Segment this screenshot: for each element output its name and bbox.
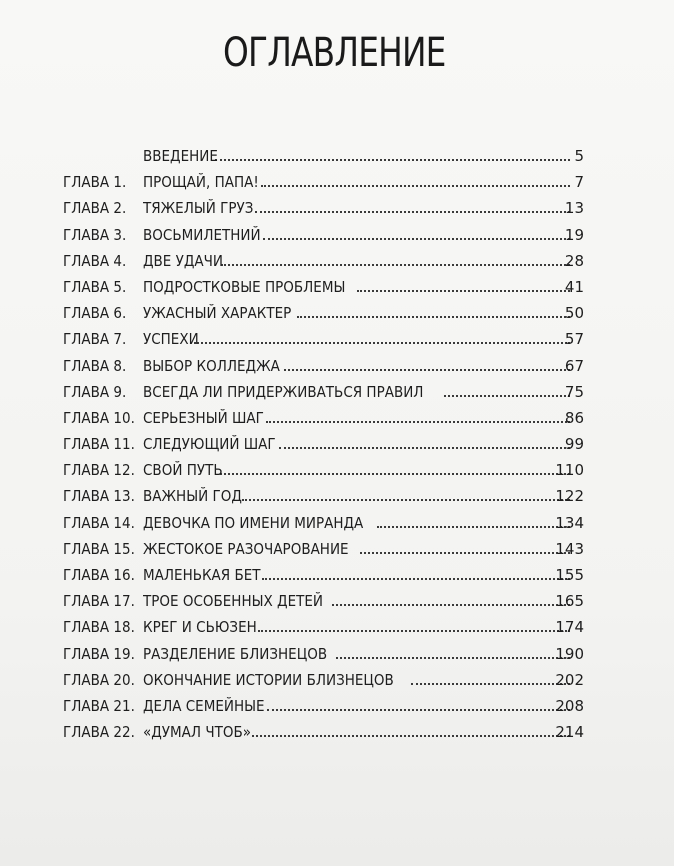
toc-entry — [0, 224, 674, 250]
entry-title-with-leader — [143, 643, 570, 665]
chapter-title: ВЫБОР КОЛЛЕДЖА — [143, 356, 280, 375]
dot-leader — [242, 485, 570, 501]
dot-leader — [220, 459, 570, 475]
dot-leader — [444, 381, 570, 397]
chapter-number: ГЛАВА 13. — [63, 487, 135, 506]
chapter-number: ГЛАВА 5. — [63, 277, 127, 296]
toc-entry — [0, 328, 674, 354]
chapter-number: ГЛАВА 20. — [63, 670, 135, 689]
dot-leader — [258, 616, 570, 632]
chapter-number: ГЛАВА 11. — [63, 435, 135, 454]
chapter-number: ГЛАВА 1. — [63, 173, 127, 192]
chapter-number: ГЛАВА 6. — [63, 304, 127, 323]
entry-title-with-leader — [143, 590, 570, 612]
entry-title-with-leader — [143, 197, 570, 219]
toc-entry — [0, 643, 674, 669]
entry-title-with-leader — [143, 669, 570, 691]
page-number: 50 — [564, 304, 584, 323]
chapter-title: КРЕГ И СЬЮЗЕН — [143, 618, 257, 637]
entry-title-with-leader — [143, 276, 570, 298]
chapter-number: ГЛАВА 4. — [63, 251, 127, 270]
page-number: 19 — [564, 225, 584, 244]
dot-leader — [297, 302, 570, 318]
page-number: 75 — [564, 382, 584, 401]
entry-title-with-leader — [143, 721, 570, 743]
toc-entry — [0, 564, 674, 590]
page-number: 99 — [564, 435, 584, 454]
toc-entry — [0, 381, 674, 407]
chapter-number: ГЛАВА 7. — [63, 330, 127, 349]
dot-leader — [284, 355, 570, 371]
chapter-title: ВОСЬМИЛЕТНИЙ — [143, 225, 261, 244]
chapter-title: ПРОЩАЙ, ПАПА! — [143, 173, 259, 192]
dot-leader — [377, 512, 570, 528]
entry-title-with-leader — [143, 250, 570, 272]
entry-title-with-leader — [143, 512, 570, 534]
chapter-title: ВСЕГДА ЛИ ПРИДЕРЖИВАТЬСЯ ПРАВИЛ — [143, 382, 424, 401]
table-of-contents — [0, 145, 674, 747]
toc-entry — [0, 590, 674, 616]
toc-entry — [0, 433, 674, 459]
toc-entry — [0, 485, 674, 511]
chapter-title: ВВЕДЕНИЕ — [143, 147, 218, 165]
toc-entry — [0, 276, 674, 302]
dot-leader — [411, 669, 570, 685]
entry-title-with-leader — [143, 407, 570, 429]
page-number: 110 — [555, 461, 584, 480]
chapter-title: ВАЖНЫЙ ГОД — [143, 487, 242, 506]
entry-title-with-leader — [143, 381, 570, 403]
chapter-number: ГЛАВА 18. — [63, 618, 135, 637]
toc-entry — [0, 512, 674, 538]
page-number: 190 — [555, 644, 584, 663]
chapter-title: СЛЕДУЮЩИЙ ШАГ — [143, 435, 276, 454]
chapter-number: ГЛАВА 3. — [63, 225, 127, 244]
chapter-title: ЖЕСТОКОЕ РАЗОЧАРОВАНИЕ — [143, 539, 349, 558]
chapter-number: ГЛАВА 14. — [63, 513, 135, 532]
chapter-number: ГЛАВА 17. — [63, 592, 135, 611]
page-number: 5 — [574, 147, 584, 165]
dot-leader — [261, 171, 570, 187]
chapter-number: ГЛАВА 15. — [63, 539, 135, 558]
page-number: 41 — [564, 277, 584, 296]
dot-leader — [194, 328, 570, 344]
chapter-title: СЕРЬЕЗНЫЙ ШАГ — [143, 408, 264, 427]
chapter-title: ДВЕ УДАЧИ — [143, 251, 224, 270]
dot-leader — [221, 250, 570, 266]
chapter-number: ГЛАВА 19. — [63, 644, 135, 663]
chapter-title: ТЯЖЕЛЫЙ ГРУЗ — [143, 199, 254, 218]
toc-entry — [0, 616, 674, 642]
chapter-number: ГЛАВА 8. — [63, 356, 127, 375]
entry-title-with-leader — [143, 433, 570, 455]
entry-title-with-leader — [143, 145, 570, 167]
dot-leader — [263, 224, 570, 240]
chapter-number: ГЛАВА 22. — [63, 723, 135, 742]
page-number: 208 — [555, 696, 584, 715]
toc-entry — [0, 669, 674, 695]
page-number: 67 — [564, 356, 584, 375]
page-number: 134 — [555, 513, 584, 532]
dot-leader — [255, 197, 570, 213]
entry-title-with-leader — [143, 224, 570, 246]
entry-title-with-leader — [143, 695, 570, 717]
dot-leader — [266, 407, 570, 423]
entry-title-with-leader — [143, 302, 570, 324]
chapter-title: ТРОЕ ОСОБЕННЫХ ДЕТЕЙ — [143, 592, 324, 611]
chapter-title: ДЕВОЧКА ПО ИМЕНИ МИРАНДА — [143, 513, 364, 532]
page-title: ОГЛАВЛЕНИЕ — [223, 30, 446, 76]
page-number: 214 — [555, 723, 584, 742]
chapter-title: УЖАСНЫЙ ХАРАКТЕР — [143, 304, 292, 323]
page-number: 57 — [564, 330, 584, 349]
chapter-number: ГЛАВА 10. — [63, 408, 135, 427]
page-number: 202 — [555, 670, 584, 689]
dot-leader — [332, 590, 570, 606]
entry-title-with-leader — [143, 355, 570, 377]
entry-title-with-leader — [143, 538, 570, 560]
entry-title-with-leader — [143, 459, 570, 481]
toc-entry — [0, 302, 674, 328]
dot-leader — [336, 643, 570, 659]
dot-leader — [360, 538, 570, 554]
chapter-title: СВОЙ ПУТЬ — [143, 461, 223, 480]
chapter-title: ПОДРОСТКОВЫЕ ПРОБЛЕМЫ — [143, 277, 346, 296]
dot-leader — [215, 145, 570, 161]
chapter-number: ГЛАВА 9. — [63, 382, 127, 401]
dot-leader — [279, 433, 570, 449]
toc-entry — [0, 459, 674, 485]
page-number: 165 — [555, 592, 584, 611]
chapter-title: ОКОНЧАНИЕ ИСТОРИИ БЛИЗНЕЦОВ — [143, 670, 394, 689]
chapter-number: ГЛАВА 2. — [63, 199, 127, 218]
dot-leader — [357, 276, 570, 292]
page-number: 122 — [555, 487, 584, 506]
toc-entry — [0, 538, 674, 564]
page-number: 28 — [564, 251, 584, 270]
dot-leader — [252, 721, 570, 737]
toc-entry — [0, 407, 674, 433]
toc-entry — [0, 721, 674, 747]
toc-entry — [0, 171, 674, 197]
entry-title-with-leader — [143, 171, 570, 193]
toc-entry — [0, 197, 674, 223]
chapter-title: ДЕЛА СЕМЕЙНЫЕ — [143, 696, 265, 715]
chapter-title: «ДУМАЛ ЧТОБ» — [143, 723, 252, 742]
chapter-title: МАЛЕНЬКАЯ БЕТ — [143, 566, 261, 584]
entry-title-with-leader — [143, 485, 570, 507]
chapter-title: УСПЕХИ — [143, 330, 199, 349]
dot-leader — [267, 695, 570, 711]
chapter-number: ГЛАВА 16. — [63, 566, 135, 584]
page-number: 143 — [555, 539, 584, 558]
chapter-title: РАЗДЕЛЕНИЕ БЛИЗНЕЦОВ — [143, 644, 328, 663]
page-number: 7 — [574, 173, 584, 192]
toc-entry — [0, 145, 674, 171]
toc-entry — [0, 250, 674, 276]
page-number: 155 — [555, 566, 584, 584]
entry-title-with-leader — [143, 564, 570, 586]
entry-title-with-leader — [143, 328, 570, 350]
toc-entry — [0, 355, 674, 381]
chapter-number: ГЛАВА 12. — [63, 461, 135, 480]
toc-entry — [0, 695, 674, 721]
entry-title-with-leader — [143, 616, 570, 638]
chapter-number: ГЛАВА 21. — [63, 696, 135, 715]
page-number: 174 — [555, 618, 584, 637]
page-number: 13 — [564, 199, 584, 218]
page-number: 86 — [564, 408, 584, 427]
dot-leader — [262, 564, 570, 580]
